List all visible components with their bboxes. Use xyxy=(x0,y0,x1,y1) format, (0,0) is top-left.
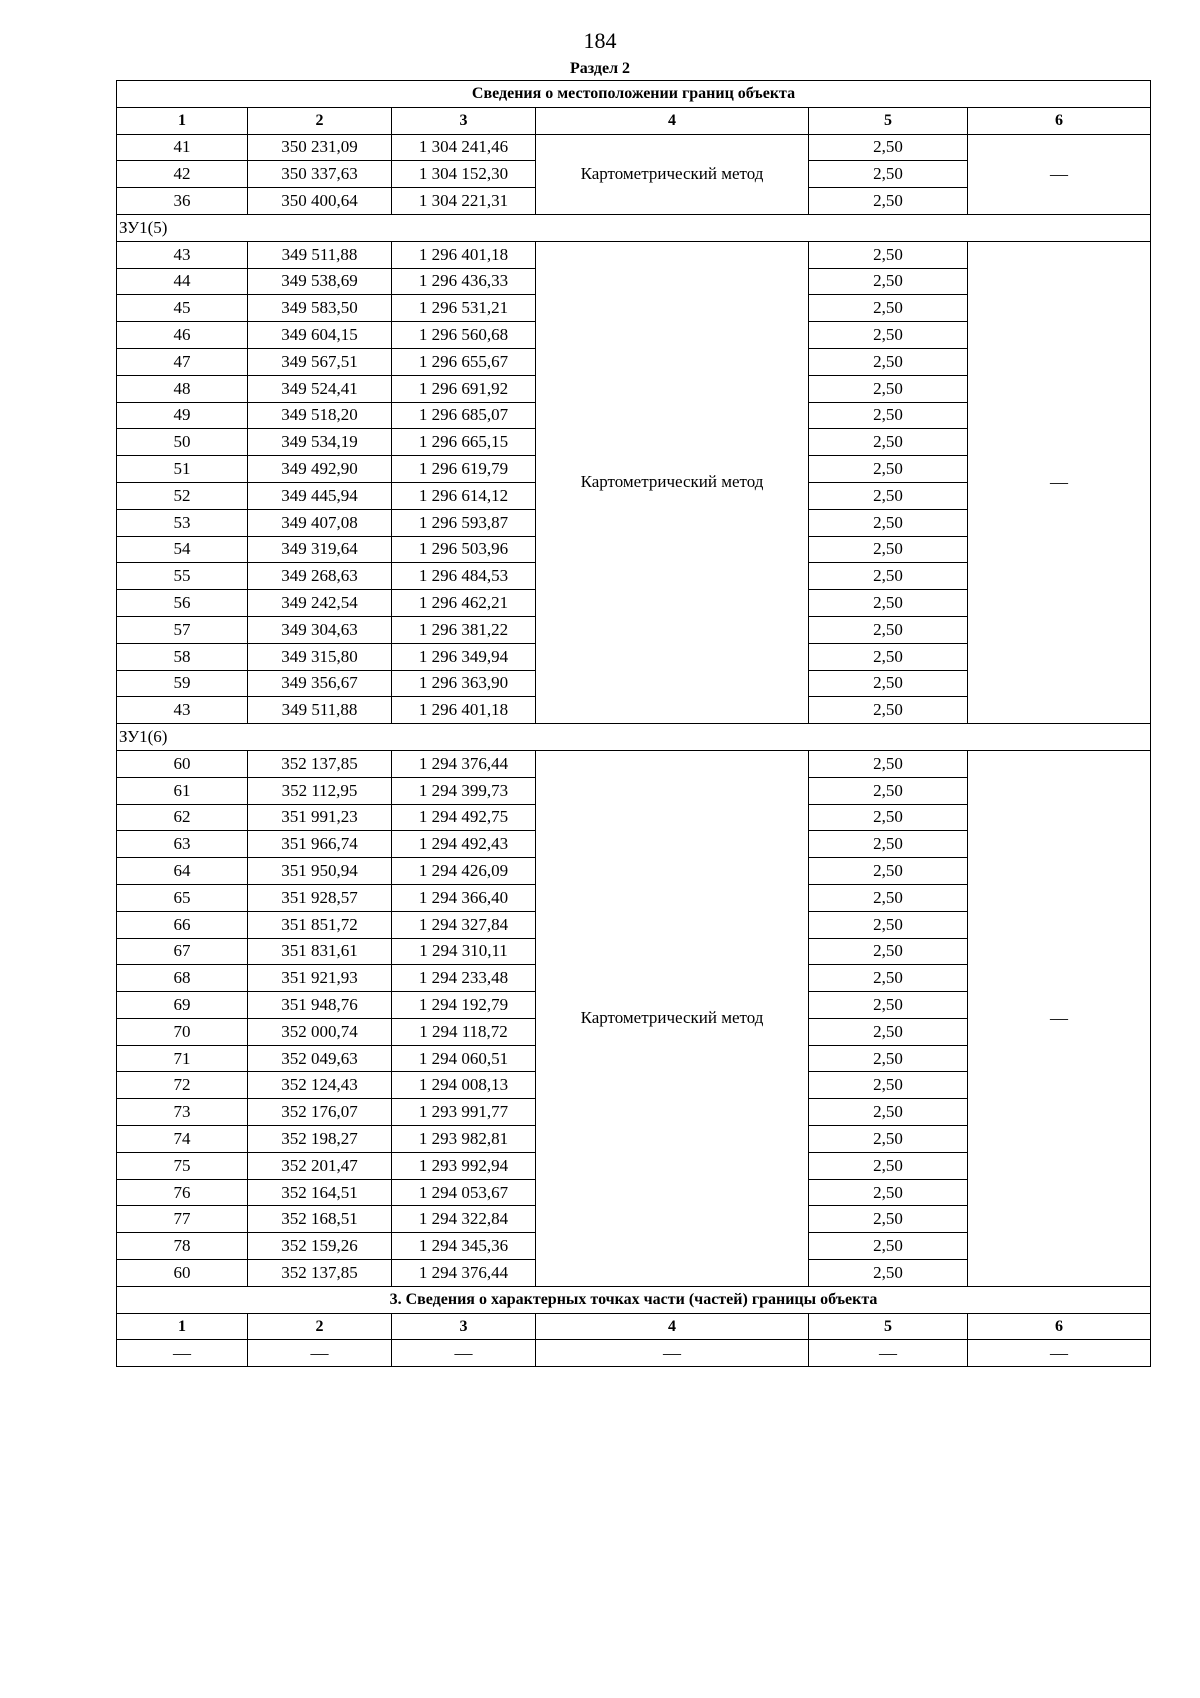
table-title-row xyxy=(117,81,1151,108)
part3-title: 3. Сведения о характерных точках части (частей) границы объекта xyxy=(117,1286,1151,1313)
point-number-cell: 41 xyxy=(117,134,248,161)
y-coordinate-cell: 1 296 655,67 xyxy=(392,348,536,375)
x-coordinate-cell: 350 337,63 xyxy=(248,161,392,188)
point-number-cell: 49 xyxy=(117,402,248,429)
accuracy-cell: 2,50 xyxy=(809,1260,968,1287)
part3-column-header: 5 xyxy=(809,1313,968,1340)
point-number-cell: 73 xyxy=(117,1099,248,1126)
x-coordinate-cell: 352 137,85 xyxy=(248,750,392,777)
point-number-cell: 60 xyxy=(117,1260,248,1287)
column-header-row xyxy=(117,107,1151,134)
y-coordinate-cell: 1 296 685,07 xyxy=(392,402,536,429)
accuracy-cell: 2,50 xyxy=(809,482,968,509)
x-coordinate-cell: 351 831,61 xyxy=(248,938,392,965)
group-label-row xyxy=(117,724,1151,751)
point-number-cell: 66 xyxy=(117,911,248,938)
x-coordinate-cell: 351 921,93 xyxy=(248,965,392,992)
accuracy-cell: 2,50 xyxy=(809,536,968,563)
point-number-cell: 50 xyxy=(117,429,248,456)
table-row xyxy=(117,241,1151,268)
column-header: 4 xyxy=(536,107,809,134)
point-number-cell: 56 xyxy=(117,590,248,617)
y-coordinate-cell: 1 296 401,18 xyxy=(392,241,536,268)
part3-dash-cell: — xyxy=(536,1340,809,1367)
accuracy-cell: 2,50 xyxy=(809,429,968,456)
y-coordinate-cell: 1 294 492,43 xyxy=(392,831,536,858)
accuracy-cell: 2,50 xyxy=(809,965,968,992)
column-header: 1 xyxy=(117,107,248,134)
accuracy-cell: 2,50 xyxy=(809,322,968,349)
coordinates-table-body xyxy=(117,81,1151,1367)
point-number-cell: 42 xyxy=(117,161,248,188)
point-number-cell: 72 xyxy=(117,1072,248,1099)
group-label: ЗУ1(5) xyxy=(117,214,1151,241)
accuracy-cell: 2,50 xyxy=(809,911,968,938)
page-number: 184 xyxy=(583,28,617,53)
point-number-cell: 76 xyxy=(117,1179,248,1206)
accuracy-cell: 2,50 xyxy=(809,1233,968,1260)
accuracy-cell: 2,50 xyxy=(809,616,968,643)
y-coordinate-cell: 1 293 982,81 xyxy=(392,1126,536,1153)
x-coordinate-cell: 349 445,94 xyxy=(248,482,392,509)
accuracy-cell: 2,50 xyxy=(809,643,968,670)
x-coordinate-cell: 349 524,41 xyxy=(248,375,392,402)
part3-title-row xyxy=(117,1286,1151,1313)
part3-column-header: 1 xyxy=(117,1313,248,1340)
y-coordinate-cell: 1 296 484,53 xyxy=(392,563,536,590)
group-label: ЗУ1(6) xyxy=(117,724,1151,751)
y-coordinate-cell: 1 294 053,67 xyxy=(392,1179,536,1206)
y-coordinate-cell: 1 294 233,48 xyxy=(392,965,536,992)
accuracy-cell: 2,50 xyxy=(809,509,968,536)
y-coordinate-cell: 1 296 593,87 xyxy=(392,509,536,536)
accuracy-cell: 2,50 xyxy=(809,831,968,858)
x-coordinate-cell: 352 164,51 xyxy=(248,1179,392,1206)
accuracy-cell: 2,50 xyxy=(809,1072,968,1099)
accuracy-cell: 2,50 xyxy=(809,161,968,188)
x-coordinate-cell: 349 518,20 xyxy=(248,402,392,429)
accuracy-cell: 2,50 xyxy=(809,804,968,831)
point-number-cell: 62 xyxy=(117,804,248,831)
accuracy-cell: 2,50 xyxy=(809,456,968,483)
accuracy-cell: 2,50 xyxy=(809,295,968,322)
accuracy-cell: 2,50 xyxy=(809,134,968,161)
y-coordinate-cell: 1 296 614,12 xyxy=(392,482,536,509)
y-coordinate-cell: 1 296 436,33 xyxy=(392,268,536,295)
part3-dash-cell: — xyxy=(809,1340,968,1367)
accuracy-cell: 2,50 xyxy=(809,241,968,268)
y-coordinate-cell: 1 294 426,09 xyxy=(392,858,536,885)
point-number-cell: 75 xyxy=(117,1152,248,1179)
col6-dash-cell: — xyxy=(968,750,1151,1286)
accuracy-cell: 2,50 xyxy=(809,1179,968,1206)
y-coordinate-cell: 1 294 118,72 xyxy=(392,1018,536,1045)
x-coordinate-cell: 351 966,74 xyxy=(248,831,392,858)
col6-dash-cell: — xyxy=(968,241,1151,723)
y-coordinate-cell: 1 296 665,15 xyxy=(392,429,536,456)
x-coordinate-cell: 349 511,88 xyxy=(248,697,392,724)
y-coordinate-cell: 1 294 322,84 xyxy=(392,1206,536,1233)
point-number-cell: 65 xyxy=(117,884,248,911)
point-number-cell: 46 xyxy=(117,322,248,349)
accuracy-cell: 2,50 xyxy=(809,268,968,295)
column-header: 3 xyxy=(392,107,536,134)
part3-dash-cell: — xyxy=(968,1340,1151,1367)
accuracy-cell: 2,50 xyxy=(809,1152,968,1179)
accuracy-cell: 2,50 xyxy=(809,697,968,724)
y-coordinate-cell: 1 296 401,18 xyxy=(392,697,536,724)
y-coordinate-cell: 1 296 349,94 xyxy=(392,643,536,670)
point-number-cell: 36 xyxy=(117,188,248,215)
part3-column-header-row xyxy=(117,1313,1151,1340)
col6-dash-cell: — xyxy=(968,134,1151,214)
point-number-cell: 54 xyxy=(117,536,248,563)
x-coordinate-cell: 349 304,63 xyxy=(248,616,392,643)
accuracy-cell: 2,50 xyxy=(809,563,968,590)
y-coordinate-cell: 1 294 008,13 xyxy=(392,1072,536,1099)
accuracy-cell: 2,50 xyxy=(809,992,968,1019)
part3-column-header: 6 xyxy=(968,1313,1151,1340)
method-cell: Картометрический метод xyxy=(536,750,809,1286)
point-number-cell: 52 xyxy=(117,482,248,509)
x-coordinate-cell: 352 124,43 xyxy=(248,1072,392,1099)
accuracy-cell: 2,50 xyxy=(809,188,968,215)
point-number-cell: 70 xyxy=(117,1018,248,1045)
accuracy-cell: 2,50 xyxy=(809,777,968,804)
accuracy-cell: 2,50 xyxy=(809,884,968,911)
x-coordinate-cell: 351 991,23 xyxy=(248,804,392,831)
x-coordinate-cell: 349 583,50 xyxy=(248,295,392,322)
point-number-cell: 43 xyxy=(117,697,248,724)
method-cell: Картометрический метод xyxy=(536,241,809,723)
x-coordinate-cell: 351 950,94 xyxy=(248,858,392,885)
group-label-row xyxy=(117,214,1151,241)
point-number-cell: 57 xyxy=(117,616,248,643)
point-number-cell: 78 xyxy=(117,1233,248,1260)
x-coordinate-cell: 349 511,88 xyxy=(248,241,392,268)
y-coordinate-cell: 1 304 221,31 xyxy=(392,188,536,215)
x-coordinate-cell: 352 168,51 xyxy=(248,1206,392,1233)
y-coordinate-cell: 1 296 691,92 xyxy=(392,375,536,402)
y-coordinate-cell: 1 294 376,44 xyxy=(392,1260,536,1287)
y-coordinate-cell: 1 294 310,11 xyxy=(392,938,536,965)
section-title: Раздел 2 xyxy=(569,60,631,77)
column-header: 5 xyxy=(809,107,968,134)
point-number-cell: 48 xyxy=(117,375,248,402)
x-coordinate-cell: 352 159,26 xyxy=(248,1233,392,1260)
y-coordinate-cell: 1 294 366,40 xyxy=(392,884,536,911)
x-coordinate-cell: 350 400,64 xyxy=(248,188,392,215)
column-header: 2 xyxy=(248,107,392,134)
y-coordinate-cell: 1 293 992,94 xyxy=(392,1152,536,1179)
y-coordinate-cell: 1 294 192,79 xyxy=(392,992,536,1019)
accuracy-cell: 2,50 xyxy=(809,858,968,885)
point-number-cell: 69 xyxy=(117,992,248,1019)
part3-column-header: 4 xyxy=(536,1313,809,1340)
x-coordinate-cell: 349 356,67 xyxy=(248,670,392,697)
accuracy-cell: 2,50 xyxy=(809,1018,968,1045)
point-number-cell: 45 xyxy=(117,295,248,322)
point-number-cell: 71 xyxy=(117,1045,248,1072)
x-coordinate-cell: 352 201,47 xyxy=(248,1152,392,1179)
coordinates-table xyxy=(116,80,1151,1367)
x-coordinate-cell: 349 538,69 xyxy=(248,268,392,295)
x-coordinate-cell: 349 319,64 xyxy=(248,536,392,563)
y-coordinate-cell: 1 296 503,96 xyxy=(392,536,536,563)
point-number-cell: 47 xyxy=(117,348,248,375)
accuracy-cell: 2,50 xyxy=(809,590,968,617)
x-coordinate-cell: 352 176,07 xyxy=(248,1099,392,1126)
y-coordinate-cell: 1 296 619,79 xyxy=(392,456,536,483)
column-header: 6 xyxy=(968,107,1151,134)
x-coordinate-cell: 352 137,85 xyxy=(248,1260,392,1287)
point-number-cell: 64 xyxy=(117,858,248,885)
point-number-cell: 59 xyxy=(117,670,248,697)
x-coordinate-cell: 349 534,19 xyxy=(248,429,392,456)
method-cell: Картометрический метод xyxy=(536,134,809,214)
x-coordinate-cell: 351 948,76 xyxy=(248,992,392,1019)
point-number-cell: 51 xyxy=(117,456,248,483)
x-coordinate-cell: 349 604,15 xyxy=(248,322,392,349)
point-number-cell: 55 xyxy=(117,563,248,590)
part3-column-header: 2 xyxy=(248,1313,392,1340)
y-coordinate-cell: 1 294 060,51 xyxy=(392,1045,536,1072)
y-coordinate-cell: 1 304 241,46 xyxy=(392,134,536,161)
x-coordinate-cell: 352 000,74 xyxy=(248,1018,392,1045)
x-coordinate-cell: 352 049,63 xyxy=(248,1045,392,1072)
accuracy-cell: 2,50 xyxy=(809,750,968,777)
point-number-cell: 58 xyxy=(117,643,248,670)
x-coordinate-cell: 351 851,72 xyxy=(248,911,392,938)
point-number-cell: 77 xyxy=(117,1206,248,1233)
y-coordinate-cell: 1 294 376,44 xyxy=(392,750,536,777)
x-coordinate-cell: 350 231,09 xyxy=(248,134,392,161)
accuracy-cell: 2,50 xyxy=(809,375,968,402)
y-coordinate-cell: 1 294 327,84 xyxy=(392,911,536,938)
point-number-cell: 67 xyxy=(117,938,248,965)
part3-column-header: 3 xyxy=(392,1313,536,1340)
x-coordinate-cell: 349 492,90 xyxy=(248,456,392,483)
accuracy-cell: 2,50 xyxy=(809,670,968,697)
part3-data-row xyxy=(117,1340,1151,1367)
x-coordinate-cell: 351 928,57 xyxy=(248,884,392,911)
accuracy-cell: 2,50 xyxy=(809,402,968,429)
x-coordinate-cell: 349 407,08 xyxy=(248,509,392,536)
point-number-cell: 60 xyxy=(117,750,248,777)
point-number-cell: 74 xyxy=(117,1126,248,1153)
x-coordinate-cell: 349 315,80 xyxy=(248,643,392,670)
accuracy-cell: 2,50 xyxy=(809,1045,968,1072)
part3-dash-cell: — xyxy=(117,1340,248,1367)
point-number-cell: 68 xyxy=(117,965,248,992)
table-row xyxy=(117,134,1151,161)
point-number-cell: 43 xyxy=(117,241,248,268)
point-number-cell: 53 xyxy=(117,509,248,536)
y-coordinate-cell: 1 293 991,77 xyxy=(392,1099,536,1126)
point-number-cell: 44 xyxy=(117,268,248,295)
table-row xyxy=(117,750,1151,777)
table-title: Сведения о местоположении границ объекта xyxy=(117,81,1151,108)
y-coordinate-cell: 1 294 492,75 xyxy=(392,804,536,831)
x-coordinate-cell: 349 242,54 xyxy=(248,590,392,617)
accuracy-cell: 2,50 xyxy=(809,938,968,965)
point-number-cell: 61 xyxy=(117,777,248,804)
x-coordinate-cell: 352 112,95 xyxy=(248,777,392,804)
y-coordinate-cell: 1 296 531,21 xyxy=(392,295,536,322)
y-coordinate-cell: 1 304 152,30 xyxy=(392,161,536,188)
x-coordinate-cell: 349 567,51 xyxy=(248,348,392,375)
accuracy-cell: 2,50 xyxy=(809,1206,968,1233)
point-number-cell: 63 xyxy=(117,831,248,858)
accuracy-cell: 2,50 xyxy=(809,348,968,375)
x-coordinate-cell: 352 198,27 xyxy=(248,1126,392,1153)
part3-dash-cell: — xyxy=(392,1340,536,1367)
y-coordinate-cell: 1 294 345,36 xyxy=(392,1233,536,1260)
y-coordinate-cell: 1 296 381,22 xyxy=(392,616,536,643)
x-coordinate-cell: 349 268,63 xyxy=(248,563,392,590)
y-coordinate-cell: 1 294 399,73 xyxy=(392,777,536,804)
y-coordinate-cell: 1 296 363,90 xyxy=(392,670,536,697)
accuracy-cell: 2,50 xyxy=(809,1099,968,1126)
part3-dash-cell: — xyxy=(248,1340,392,1367)
y-coordinate-cell: 1 296 462,21 xyxy=(392,590,536,617)
y-coordinate-cell: 1 296 560,68 xyxy=(392,322,536,349)
accuracy-cell: 2,50 xyxy=(809,1126,968,1153)
